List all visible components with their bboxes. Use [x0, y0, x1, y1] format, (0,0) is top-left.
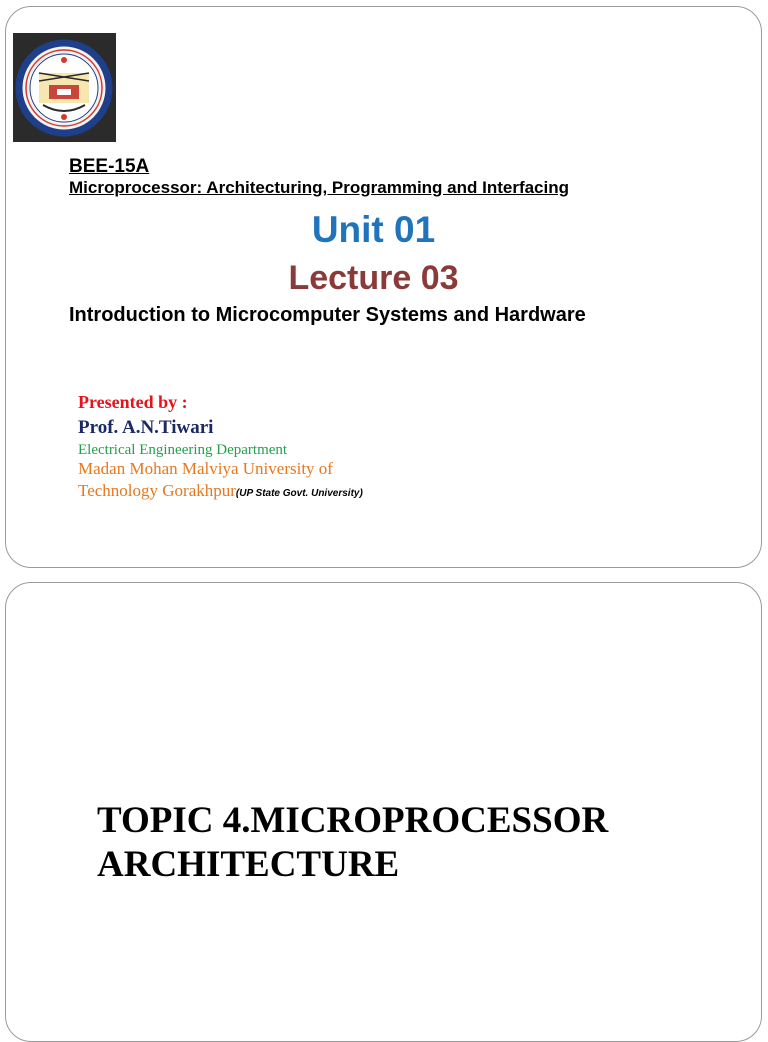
university-logo	[13, 33, 116, 142]
unit-title: Unit 01	[311, 209, 436, 250]
course-code: BEE-15A	[69, 156, 150, 177]
topic-line-2: ARCHITECTURE	[97, 844, 400, 885]
university-seal-icon	[13, 33, 116, 142]
lecture-subtitle: Introduction to Microcomputer Systems and Hardware	[69, 304, 586, 326]
slide-1	[5, 6, 762, 568]
topic-line-1: TOPIC 4.MICROPROCESSOR	[97, 800, 609, 841]
department-name: Electrical Engineering Department	[78, 442, 288, 458]
lecture-title: Lecture 03	[288, 259, 459, 297]
presenter-name: Prof. A.N.Tiwari	[78, 417, 214, 438]
university-name-line1: Madan Mohan Malviya University of	[78, 459, 333, 478]
university-name-line2	[78, 480, 363, 504]
university-name-line2-text: Technology Gorakhpur	[78, 481, 236, 500]
topic-title	[97, 799, 608, 887]
course-title: Microprocessor: Architecturing, Programming and Interfacing	[69, 178, 570, 197]
university-note: (UP State Govt. University)	[235, 488, 363, 499]
presented-by-label: Presented by :	[78, 392, 188, 412]
slide-2	[5, 582, 762, 1042]
